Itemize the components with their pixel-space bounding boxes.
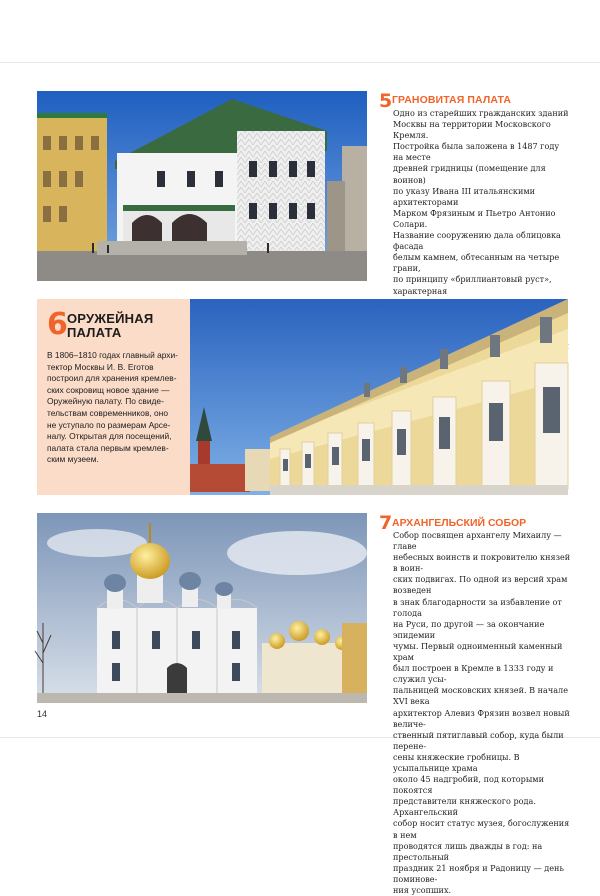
text-line: ния усопших. <box>393 885 452 895</box>
section-number: 6 <box>47 307 68 342</box>
heading-line: ПАЛАТА <box>67 325 122 340</box>
book-page <box>0 62 600 895</box>
text-line: праздник 21 ноября и Радоницу — день поминове- <box>393 862 564 884</box>
text-line: налу. Открытая для посещений, <box>47 431 172 442</box>
page-number: 14 <box>37 709 48 719</box>
text-line: на Руси, по другой — за окончание эпидемии <box>393 618 545 640</box>
text-line: Название сооружению дала облицовка фасада <box>393 230 561 252</box>
text-line: тектор Москвы И. В. Еготов <box>47 361 154 372</box>
text-line: проводятся лишь дважды в год: на престольный <box>393 840 543 862</box>
text-line: ским музеем. <box>47 454 99 465</box>
text-line: Собор посвящен архангелу Михаилу — главе <box>393 530 562 552</box>
text-line: Постройка была заложена в 1487 году на месте <box>393 141 560 163</box>
text-line: по принципу «бриллиантовый руст», характерная <box>393 274 552 296</box>
text-line: пальницей московских князей. В начале XVI века <box>393 685 568 707</box>
text-line: был построен в Кремле в 1333 году и служил усы- <box>393 663 554 685</box>
text-line: в знак благодарности за избавление от голода <box>393 596 562 618</box>
text-line: В 1806–1810 годах главный архи- <box>47 350 178 360</box>
text-line: Марком Фрязиным и Пьетро Антонио Солари. <box>393 207 556 229</box>
text-line: Одно из старейших гражданских зданий <box>393 108 569 118</box>
text-line: ских подвигах. По одной из версий храм возведен <box>393 574 568 596</box>
archangel-cathedral-photo <box>37 513 367 703</box>
text-line: белым камнем, обтесанным на четыре грани, <box>393 252 560 274</box>
heading-line: ОРУЖЕЙНАЯ <box>67 311 154 326</box>
text-line: не уступало по размерам Арсе- <box>47 419 171 430</box>
text-line: Оружейную палату. По свиде- <box>47 396 164 407</box>
text-line: представители княжеского рода. Архангельский <box>393 796 536 818</box>
text-line: небесных воинств и покровителю князей в воин- <box>393 552 571 574</box>
section-body <box>393 530 571 896</box>
section-body <box>47 350 195 466</box>
text-line: чумы. Первый одноименный каменный храм <box>393 640 563 663</box>
text-line: сены княжеские гробницы. В усыпальнице храма <box>393 751 520 773</box>
text-line: построил для хранения кремлев- <box>47 373 177 384</box>
section-number: 7 <box>379 512 393 534</box>
text-line: палата стала первым кремлев- <box>47 442 169 453</box>
armoury-chamber-photo <box>190 299 568 495</box>
section-number: 5 <box>379 90 393 112</box>
text-line: ских сокровищ новое здание — <box>47 384 170 395</box>
text-line: ственный пятиглавый собор, куда были перене- <box>393 729 564 751</box>
section-heading: ГРАНОВИТАЯ ПАЛАТА <box>392 94 512 106</box>
text-line: собор носит статус музея, богослужения в нем <box>393 818 570 840</box>
text-line: древней гридницы (помещение для воинов) <box>393 163 546 185</box>
text-line: по указу Ивана III итальянскими архитекторами <box>393 185 536 207</box>
section-heading <box>67 312 153 340</box>
text-line: тельствам современников, оно <box>47 407 168 418</box>
text-line: около 45 надгробий, под которыми покоятся <box>393 774 544 796</box>
text-line: Москвы на территории Московского Кремля. <box>393 119 551 141</box>
text-line: архитектор Алевиз Фрязин возвел новый величе- <box>393 707 570 729</box>
faceted-chamber-photo <box>37 91 367 281</box>
section-heading: АРХАНГЕЛЬСКИЙ СОБОР <box>392 517 527 529</box>
